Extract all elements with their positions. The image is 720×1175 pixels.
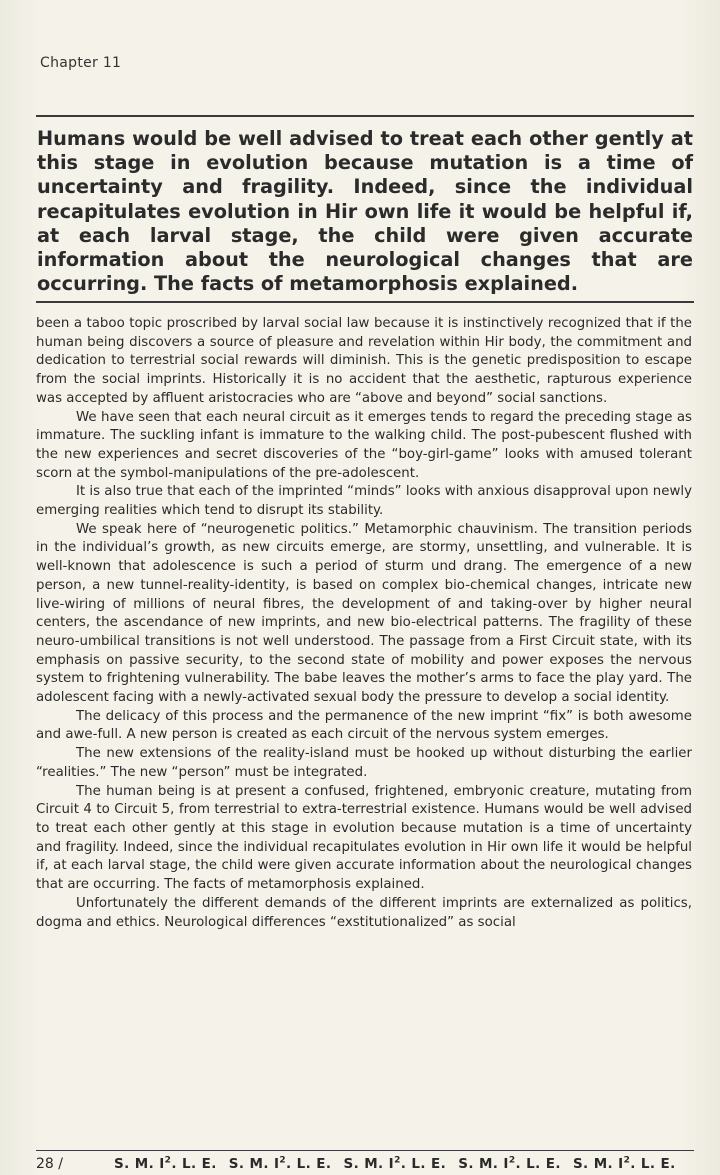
running-head-unit: S. M. $I^2$. L. E. <box>114 1155 217 1172</box>
running-head-unit: S. M. $I^2$. L. E. <box>572 1155 676 1172</box>
page-number: 28 / <box>36 1156 63 1172</box>
paragraph: Unfortunately the different demands of the different imprints are externalized as politics, dogma and ethics. Neurological differences “exstitutionalized” as social <box>36 895 692 930</box>
mid-rule-divider <box>36 301 694 303</box>
paragraph: been a taboo topic proscribed by larval social law because it is instinctively recognized that if the human being discovers a source of pleasure and revelation within Hir body, the commitment and dedication to terrestrial social rewards will diminish. This is the genetic predisposition to escape from the social imprints. Historically it is no accident that the aesthetic, rapturous experience was accepted by affluent aristocracies who are “above and beyond” social sanctions. <box>36 316 692 406</box>
paragraph: The human being is at present a confused, frightened, embryonic creature, mutating from Circuit 4 to Circuit 5, from terrestrial to extra-terrestrial existence. Humans would be well advised to treat each other gently at this stage in evolution because mutation is a time of uncertainty and fragility. Indeed, since the individual recapitulates evolution in Hir own life it would be helpful if, at each larval stage, the child were given accurate information about the neurological changes that are occurring. The facts of metamorphosis explained. <box>36 783 692 893</box>
pull-quote: Humans would be well advised to treat each other gently at this stage in evolution because mutation is a time of uncertainty and fragility. Indeed, since the individual recapitulates evolution in Hir own life it would be helpful if, at each larval stage, the child were given accurate information about the neurological changes that are occurring. The facts of metamorphosis explained. <box>37 127 693 296</box>
running-head-unit: S. M. $I^2$. L. E. <box>228 1155 332 1172</box>
footer-rule-divider <box>36 1150 694 1151</box>
running-head-unit: S. M. $I^2$. L. E. <box>458 1155 561 1172</box>
paragraph: It is also true that each of the imprinted “minds” looks with anxious disapproval upon newly emerging realities which tend to disrupt its stability. <box>36 484 692 519</box>
paragraph: The new extensions of the reality-island must be hooked up without disturbing the earlier “realities.” The new “person” must be integrated. <box>36 746 692 780</box>
paragraph: We speak here of “neurogenetic politics.” Metamorphic chauvinism. The transition periods in the individual’s growth, as new circuits emerge, are stormy, unsettling, and vulnerable. It is well-known that adolescence is such a period of sturm und drang. The emergence of a new person, a new tunnel-reality-identity, is based on complex bio-chemical changes, intricate new live-wiring of millions of neural fibres, the development of and taking-over by higher neural centers, the ascendance of new imprints, and new bio-electrical patterns. The fragility of these neuro-umbilical transitions is not well understood. The passage from a First Circuit state, with its emphasis on passive security, to the second state of mobility and power exposes the nervous system to frightening vulnerability. The babe leaves the mother’s arms to face the play yard. The adolescent facing with a newly-activated sexual body the pressure to develop a social identity. <box>36 521 692 706</box>
page-footer <box>36 1155 696 1175</box>
paragraph: We have seen that each neural circuit as it emerges tends to regard the preceding stage as immature. The suckling infant is immature to the walking child. The post-pubescent flushed with the new experiences and secret discoveries of the “boy-girl-game” looks with amused tolerant scorn at the symbol-manipulations of the pre-adolescent. <box>36 409 692 481</box>
top-rule-divider <box>36 115 694 117</box>
running-head <box>114 1155 676 1172</box>
chapter-heading: Chapter 11 <box>40 55 122 71</box>
running-head-unit: S. M. $I^2$. L. E. <box>343 1155 447 1172</box>
paragraph: The delicacy of this process and the permanence of the new imprint “fix” is both awesome and awe-full. A new person is created as each circuit of the nervous system emerges. <box>36 708 692 743</box>
body-text <box>36 315 692 932</box>
